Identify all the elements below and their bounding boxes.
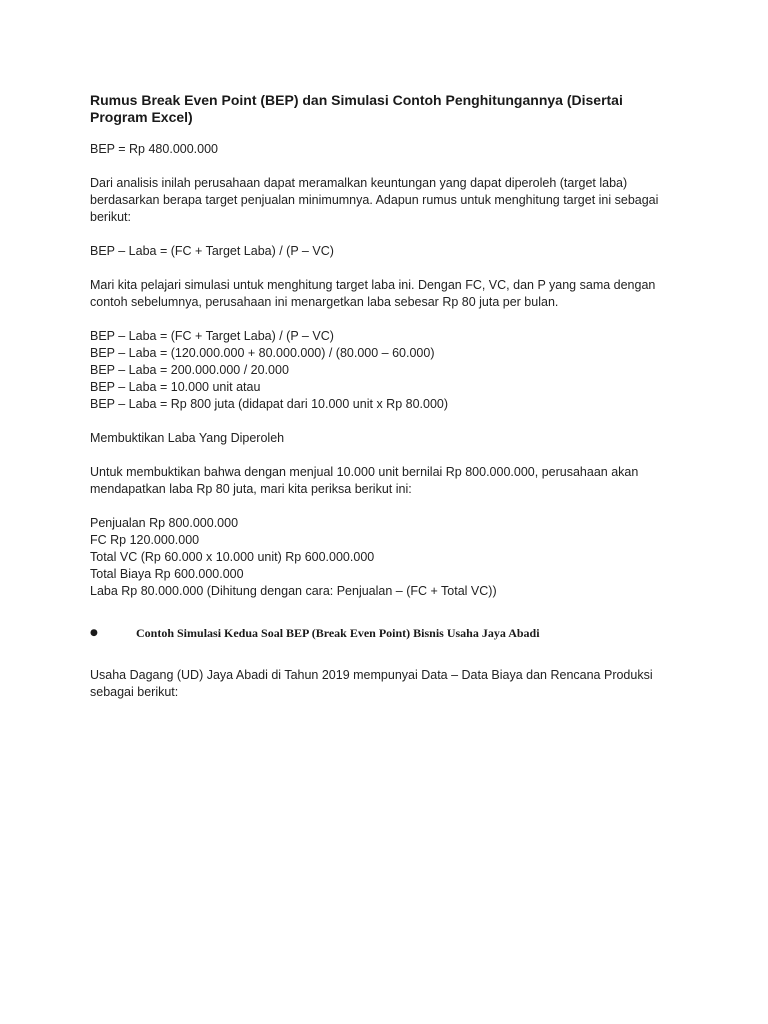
proof-line: Total VC (Rp 60.000 x 10.000 unit) Rp 600.000.000 [90, 550, 375, 564]
bullet-dot-icon: ● [90, 628, 98, 638]
paragraph-proof: Untuk membuktikan bahwa dengan menjual 10.000 unit bernilai Rp 800.000.000, perusahaan akan mendapatkan laba Rp 80 juta, mari kita periksa berikut ini: [90, 465, 639, 496]
paragraph-simulation: Mari kita pelajari simulasi untuk menghitung target laba ini. Dengan FC, VC, dan P yang sama dengan contoh sebelumnya, perusahaan ini menargetkan laba sebesar Rp 80 juta per bulan. [90, 278, 656, 309]
bep-value: BEP = Rp 480.000.000 [90, 142, 218, 156]
calculation-block [90, 328, 678, 413]
calculation-line: BEP – Laba = 200.000.000 / 20.000 [90, 363, 289, 377]
calculation-line: BEP – Laba = Rp 800 juta (didapat dari 10.000 unit x Rp 80.000) [90, 397, 449, 411]
calculation-line: BEP – Laba = 10.000 unit atau [90, 380, 261, 394]
proof-line: Penjualan Rp 800.000.000 [90, 516, 239, 530]
paragraph-ud: Usaha Dagang (UD) Jaya Abadi di Tahun 2019 mempunyai Data – Data Biaya dan Rencana Produksi sebagai berikut: [90, 668, 653, 699]
paragraph-analysis: Dari analisis inilah perusahaan dapat meramalkan keuntungan yang dapat diperoleh (target laba) berdasarkan berapa target penjualan minimumnya. Adapun rumus untuk menghitung target ini sebagai berikut: [90, 176, 659, 224]
calculation-line: BEP – Laba = (FC + Target Laba) / (P – VC) [90, 329, 334, 343]
proof-heading: Membuktikan Laba Yang Diperoleh [90, 431, 285, 445]
proof-line: Total Biaya Rp 600.000.000 [90, 567, 244, 581]
bullet-heading: Contoh Simulasi Kedua Soal BEP (Break Even Point) Bisnis Usaha Jaya Abadi [136, 626, 540, 640]
bullet-list-item [90, 625, 678, 642]
formula-line: BEP – Laba = (FC + Target Laba) / (P – VC) [90, 244, 334, 258]
proof-line: FC Rp 120.000.000 [90, 533, 200, 547]
proof-line: Laba Rp 80.000.000 (Dihitung dengan cara: Penjualan – (FC + Total VC)) [90, 584, 497, 598]
calculation-line: BEP – Laba = (120.000.000 + 80.000.000) / (80.000 – 60.000) [90, 346, 435, 360]
document-title: Rumus Break Even Point (BEP) dan Simulasi Contoh Penghitungannya (Disertai Program Excel) [90, 92, 623, 125]
proof-block [90, 515, 678, 600]
